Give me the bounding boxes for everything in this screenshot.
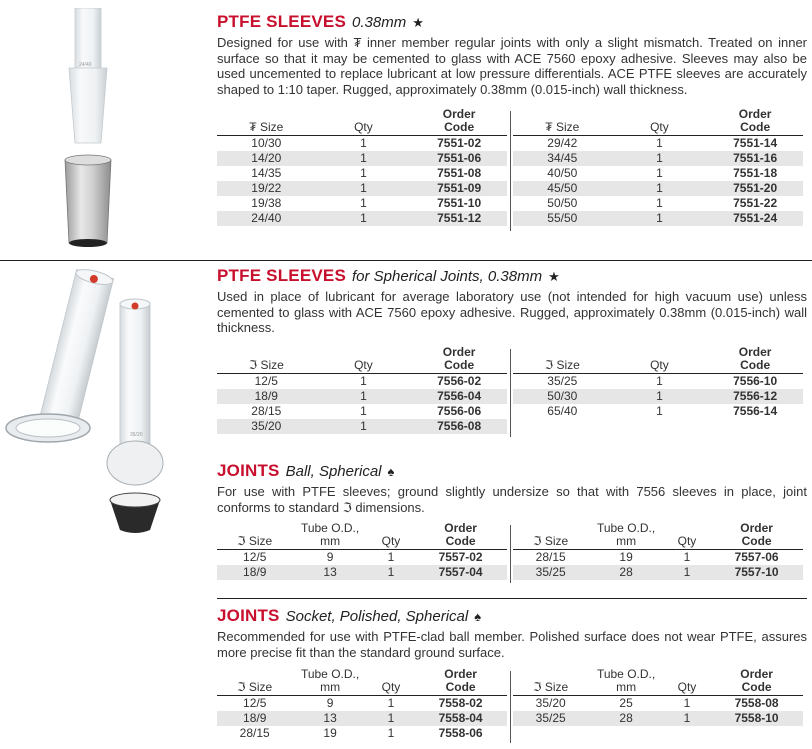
spec-table-1 bbox=[217, 108, 807, 233]
section-title bbox=[217, 266, 807, 287]
col-header-qty: Qty bbox=[368, 522, 414, 550]
ptfe-sleeve-image bbox=[55, 8, 125, 248]
order-code-cell: 7551-06 bbox=[411, 151, 507, 166]
table-row bbox=[513, 404, 803, 419]
col-header-size: ₮ Size bbox=[217, 108, 316, 136]
order-code-cell: 7557-04 bbox=[414, 565, 507, 580]
tube-od-cell: 28 bbox=[588, 565, 663, 580]
tube-od-cell: 19 bbox=[619, 550, 633, 564]
qty-cell: 1 bbox=[683, 696, 691, 710]
order-code-cell: 7557-06 bbox=[734, 550, 779, 564]
order-code-cell: 7556-12 bbox=[707, 389, 803, 404]
table-row bbox=[513, 389, 803, 404]
col-header-qty: Qty bbox=[664, 668, 710, 696]
qty-cell: 1 bbox=[683, 550, 691, 564]
table-row bbox=[217, 374, 507, 390]
spec-table-right bbox=[513, 668, 803, 726]
table-row bbox=[217, 696, 507, 712]
table-row bbox=[217, 136, 507, 152]
order-code-cell: 7556-10 bbox=[733, 374, 778, 388]
size-cell: 19/22 bbox=[217, 181, 316, 196]
table-row bbox=[217, 166, 507, 181]
size-cell: 35/25 bbox=[513, 711, 588, 726]
table-row bbox=[513, 181, 803, 196]
col-header-qty: Qty bbox=[368, 668, 414, 696]
col-header-qty: Qty bbox=[612, 108, 708, 136]
section-divider bbox=[0, 260, 812, 261]
col-header-qty: Qty bbox=[316, 108, 412, 136]
table-row bbox=[513, 696, 803, 712]
joint-size-label: 24/40 bbox=[79, 62, 92, 68]
tube-od-cell: 25 bbox=[619, 696, 633, 710]
size-cell: 12/5 bbox=[254, 374, 278, 388]
section-description: For use with PTFE sleeves; ground slightly undersize so that with 7556 sleeves in place, joint conforms to standard ℑ dimensions. bbox=[217, 484, 807, 515]
col-header-code: Order Code bbox=[414, 668, 507, 696]
order-code-cell: 7556-08 bbox=[411, 419, 507, 434]
order-code-cell: 7558-10 bbox=[710, 711, 803, 726]
section-subtitle: for Spherical Joints, 0.38mm bbox=[352, 268, 543, 285]
section-heading: JOINTS bbox=[217, 461, 280, 480]
order-code-cell: 7551-12 bbox=[411, 211, 507, 226]
size-cell: 65/40 bbox=[547, 404, 578, 418]
size-cell: 28/15 bbox=[535, 550, 566, 564]
order-code-cell: 7551-09 bbox=[411, 181, 507, 196]
table-row bbox=[513, 211, 803, 226]
order-code-cell: 7551-18 bbox=[733, 166, 778, 180]
table-row bbox=[513, 196, 803, 211]
size-cell: 24/40 bbox=[217, 211, 316, 226]
col-header-od: Tube O.D., mm bbox=[588, 522, 663, 550]
qty-cell: 1 bbox=[316, 211, 412, 226]
spade-icon: ♠ bbox=[387, 464, 395, 479]
section-title bbox=[217, 606, 807, 627]
spade-icon: ♠ bbox=[474, 609, 482, 624]
qty-cell: 1 bbox=[316, 419, 412, 434]
size-cell: 35/25 bbox=[513, 565, 588, 580]
qty-cell: 1 bbox=[612, 181, 708, 196]
col-header-size: ℑ Size bbox=[217, 522, 292, 550]
tube-od-cell: 9 bbox=[326, 696, 334, 710]
section-joints-ball bbox=[217, 461, 807, 515]
qty-cell: 1 bbox=[612, 211, 708, 226]
qty-cell: 1 bbox=[612, 389, 708, 404]
table-row bbox=[217, 211, 507, 226]
order-code-cell: 7556-04 bbox=[411, 389, 507, 404]
size-cell: 45/50 bbox=[513, 181, 612, 196]
col-header-od: Tube O.D., mm bbox=[588, 668, 663, 696]
qty-cell: 1 bbox=[368, 711, 414, 726]
col-header-qty: Qty bbox=[612, 346, 708, 374]
qty-cell: 1 bbox=[612, 151, 708, 166]
table-row bbox=[217, 389, 507, 404]
section-joints-socket bbox=[217, 606, 807, 660]
order-code-cell: 7551-02 bbox=[437, 136, 482, 150]
star-icon: ★ bbox=[548, 269, 560, 284]
table-row bbox=[217, 565, 507, 580]
table-row bbox=[513, 151, 803, 166]
table-row bbox=[513, 565, 803, 580]
spec-table-left bbox=[217, 668, 507, 741]
qty-cell: 1 bbox=[360, 374, 367, 388]
table-row bbox=[217, 550, 507, 566]
spec-table-right bbox=[513, 108, 803, 226]
section-divider bbox=[217, 598, 807, 599]
tube-od-cell: 19 bbox=[323, 726, 337, 740]
size-cell: 35/20 bbox=[217, 419, 316, 434]
section-title bbox=[217, 12, 807, 33]
qty-cell: 1 bbox=[360, 166, 367, 180]
spec-table-left bbox=[217, 346, 507, 434]
size-cell: 18/9 bbox=[217, 389, 316, 404]
col-header-code: Order Code bbox=[707, 346, 803, 374]
section-title bbox=[217, 461, 807, 482]
qty-cell: 1 bbox=[656, 166, 663, 180]
qty-cell: 1 bbox=[656, 196, 663, 210]
size-cell: 50/50 bbox=[547, 196, 578, 210]
qty-cell: 1 bbox=[360, 136, 367, 150]
star-icon: ★ bbox=[412, 15, 424, 30]
qty-cell: 1 bbox=[387, 696, 395, 710]
table-row bbox=[217, 196, 507, 211]
spec-table-left bbox=[217, 108, 507, 226]
size-cell: 18/9 bbox=[217, 565, 292, 580]
qty-cell: 1 bbox=[316, 389, 412, 404]
tube-od-cell: 13 bbox=[292, 565, 367, 580]
column-divider bbox=[510, 671, 511, 743]
order-code-cell: 7556-14 bbox=[733, 404, 778, 418]
section-ptfe-sleeves bbox=[217, 12, 807, 97]
col-header-code: Order Code bbox=[710, 522, 803, 550]
size-cell: 35/25 bbox=[547, 374, 578, 388]
qty-cell: 1 bbox=[360, 196, 367, 210]
col-header-code: Order Code bbox=[707, 108, 803, 136]
qty-cell: 1 bbox=[360, 404, 367, 418]
section-subtitle: 0.38mm bbox=[352, 14, 407, 31]
size-cell: 34/45 bbox=[513, 151, 612, 166]
size-cell: 18/9 bbox=[217, 711, 292, 726]
order-code-cell: 7556-06 bbox=[437, 404, 482, 418]
size-cell: 12/5 bbox=[243, 696, 267, 710]
table-row bbox=[217, 726, 507, 741]
order-code-cell: 7551-16 bbox=[707, 151, 803, 166]
size-cell: 28/15 bbox=[251, 404, 282, 418]
col-header-size: ℑ Size bbox=[513, 668, 588, 696]
col-header-code: Order Code bbox=[414, 522, 507, 550]
tube-od-cell: 9 bbox=[326, 550, 334, 564]
table-row bbox=[513, 711, 803, 726]
spec-table-right bbox=[513, 346, 803, 419]
section-ptfe-sleeves-spherical bbox=[217, 266, 807, 336]
order-code-cell: 7551-10 bbox=[437, 196, 482, 210]
spec-table-left bbox=[217, 522, 507, 580]
qty-cell: 1 bbox=[368, 565, 414, 580]
table-row bbox=[217, 404, 507, 419]
tube-od-cell: 28 bbox=[588, 711, 663, 726]
col-header-od: Tube O.D., mm bbox=[292, 668, 367, 696]
size-cell: 55/50 bbox=[513, 211, 612, 226]
order-code-cell: 7558-06 bbox=[438, 726, 483, 740]
section-description: Designed for use with ₮ inner member regular joints with only a slight mismatch. Treated on inner surface so that it may be cemented to glass with ACE 7560 epoxy adhesive. Sleeves may also be used uncemented to replace lubricant at low pressure differentials. ACE PTFE sleeves are accurately shaped to 1:10 taper. Rugged, approximately 0.38mm (0.015-inch) wall thickness. bbox=[217, 35, 807, 97]
order-code-cell: 7557-02 bbox=[438, 550, 483, 564]
joint-size-label: 35/20 bbox=[130, 432, 143, 438]
table-row bbox=[217, 711, 507, 726]
table-row bbox=[217, 419, 507, 434]
section-subtitle: Ball, Spherical bbox=[285, 463, 382, 480]
qty-cell: 1 bbox=[656, 136, 663, 150]
table-row bbox=[513, 374, 803, 390]
col-header-code: Order Code bbox=[710, 668, 803, 696]
table-row bbox=[513, 550, 803, 566]
table-row bbox=[217, 181, 507, 196]
col-header-size: ℑ Size bbox=[217, 346, 316, 374]
qty-cell: 1 bbox=[656, 404, 663, 418]
spherical-joint-image bbox=[0, 268, 205, 543]
spec-table-right bbox=[513, 522, 803, 580]
order-code-cell: 7556-02 bbox=[437, 374, 482, 388]
qty-cell: 1 bbox=[664, 565, 710, 580]
size-cell: 40/50 bbox=[547, 166, 578, 180]
order-code-cell: 7551-20 bbox=[707, 181, 803, 196]
col-header-size: ℑ Size bbox=[513, 346, 612, 374]
size-cell: 10/30 bbox=[251, 136, 282, 150]
order-code-cell: 7551-08 bbox=[437, 166, 482, 180]
order-code-cell: 7551-24 bbox=[707, 211, 803, 226]
section-description: Recommended for use with PTFE-clad ball member. Polished surface does not wear PTFE, assures more precise fit than the standard ground surface. bbox=[217, 629, 807, 660]
section-heading: PTFE SLEEVES bbox=[217, 266, 346, 285]
size-cell: 14/35 bbox=[251, 166, 282, 180]
order-code-cell: 7551-14 bbox=[733, 136, 778, 150]
qty-cell: 1 bbox=[387, 726, 395, 740]
size-cell: 50/30 bbox=[513, 389, 612, 404]
size-cell: 35/20 bbox=[535, 696, 566, 710]
order-code-cell: 7557-10 bbox=[710, 565, 803, 580]
section-subtitle: Socket, Polished, Spherical bbox=[285, 608, 469, 625]
qty-cell: 1 bbox=[387, 550, 395, 564]
col-header-size: ℑ Size bbox=[513, 522, 588, 550]
qty-cell: 1 bbox=[664, 711, 710, 726]
order-code-cell: 7558-04 bbox=[414, 711, 507, 726]
col-header-qty: Qty bbox=[664, 522, 710, 550]
col-header-qty: Qty bbox=[316, 346, 412, 374]
col-header-code: Order Code bbox=[411, 346, 507, 374]
qty-cell: 1 bbox=[656, 374, 663, 388]
order-code-cell: 7558-08 bbox=[734, 696, 779, 710]
section-heading: JOINTS bbox=[217, 606, 280, 625]
column-divider bbox=[510, 349, 511, 437]
col-header-size: ℑ Size bbox=[217, 668, 292, 696]
spec-table-2 bbox=[217, 346, 807, 441]
col-header-od: Tube O.D., mm bbox=[292, 522, 367, 550]
spec-table-3 bbox=[217, 522, 807, 584]
table-row bbox=[513, 136, 803, 152]
spec-table-4 bbox=[217, 668, 807, 746]
section-description: Used in place of lubricant for average laboratory use (not intended for high vacuum use) unless cemented to glass with ACE 7560 epoxy adhesive. Rugged, approximately 0.38mm (0.015-inch) wall thickness. bbox=[217, 289, 807, 335]
col-header-size: ₮ Size bbox=[513, 108, 612, 136]
size-cell: 19/38 bbox=[251, 196, 282, 210]
order-code-cell: 7551-22 bbox=[733, 196, 778, 210]
order-code-cell: 7558-02 bbox=[438, 696, 483, 710]
size-cell: 28/15 bbox=[239, 726, 270, 740]
section-heading: PTFE SLEEVES bbox=[217, 12, 346, 31]
size-cell: 14/20 bbox=[217, 151, 316, 166]
tube-od-cell: 13 bbox=[292, 711, 367, 726]
size-cell: 12/5 bbox=[243, 550, 267, 564]
column-divider bbox=[510, 525, 511, 583]
col-header-code: Order Code bbox=[411, 108, 507, 136]
qty-cell: 1 bbox=[316, 151, 412, 166]
table-row bbox=[217, 151, 507, 166]
table-row bbox=[513, 166, 803, 181]
size-cell: 29/42 bbox=[547, 136, 578, 150]
column-divider bbox=[510, 111, 511, 231]
qty-cell: 1 bbox=[316, 181, 412, 196]
